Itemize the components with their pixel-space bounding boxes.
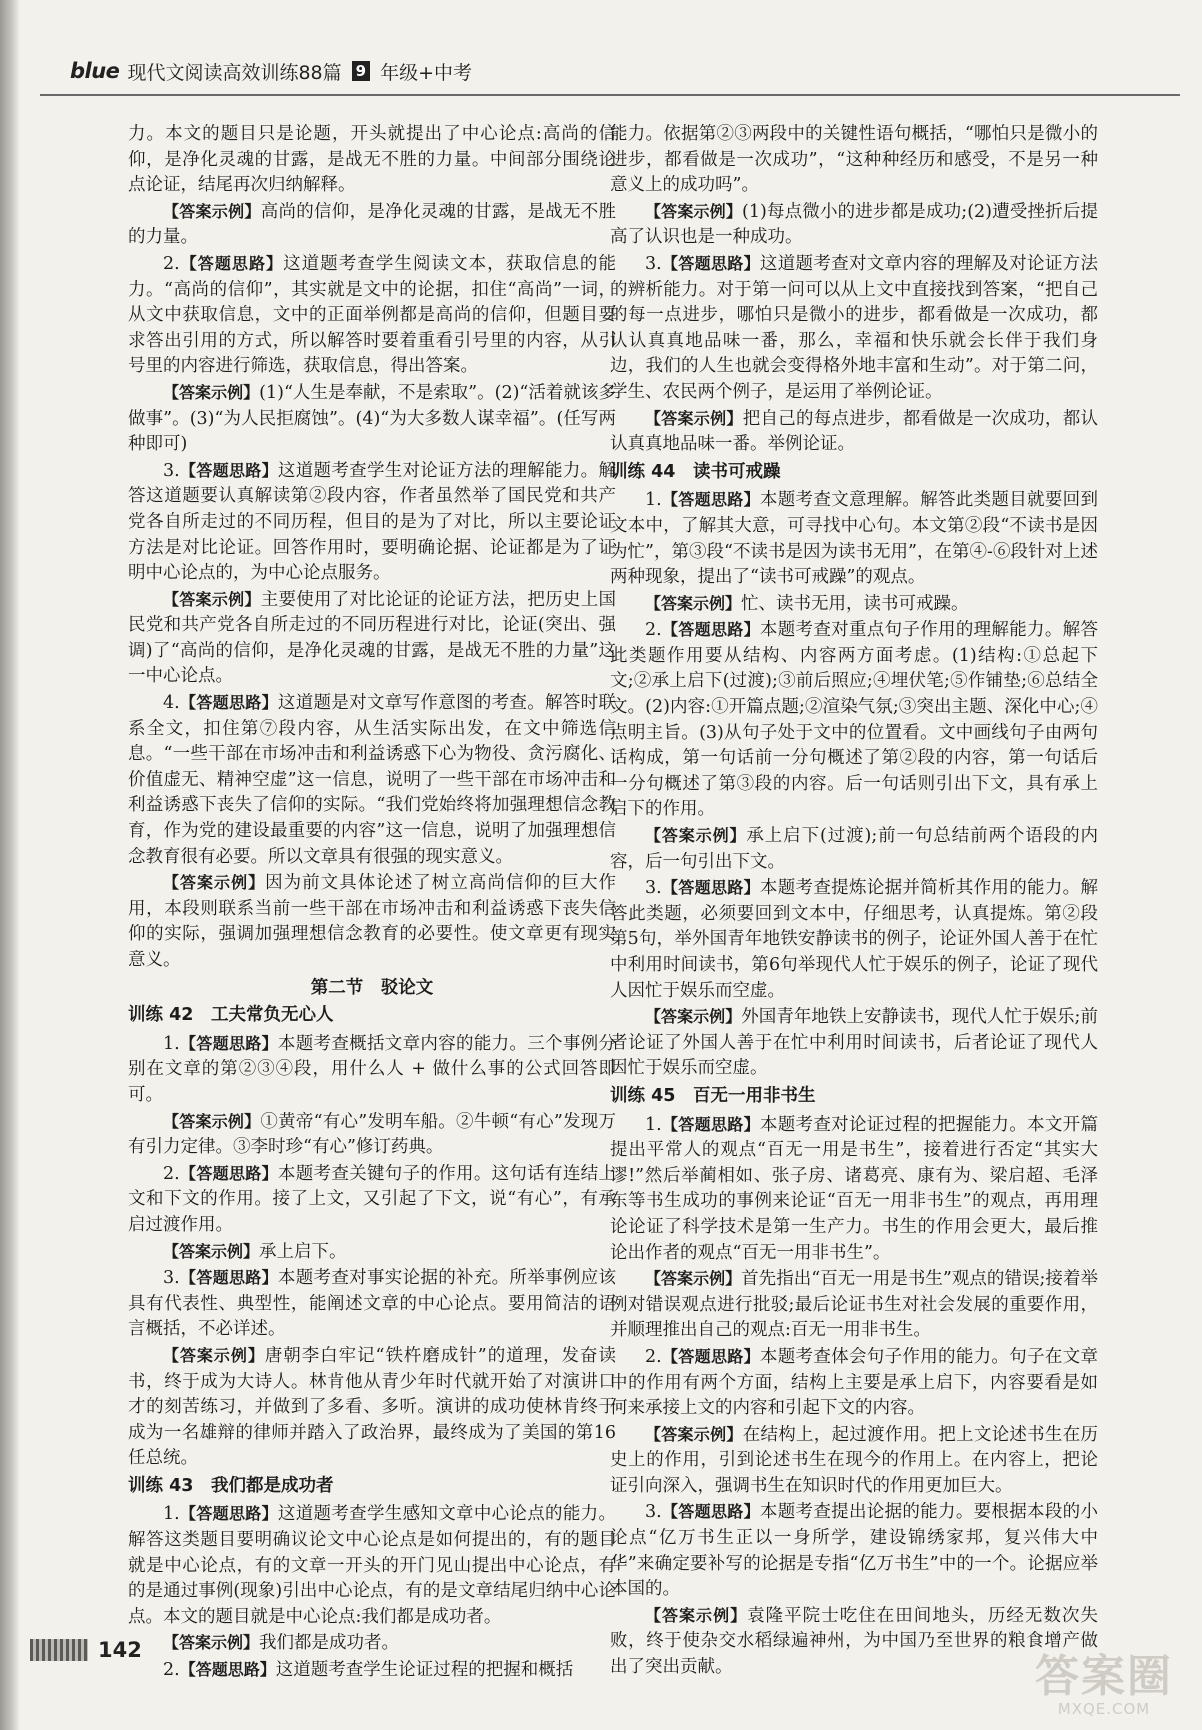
idea-tag: 【答题思路】 (179, 1268, 278, 1288)
book-title: 现代文阅读高效训练88篇 (127, 61, 342, 84)
answer-tag: 【答案示例】 (645, 1605, 748, 1625)
idea-tag: 【答题思路】 (179, 1163, 278, 1183)
paragraph: 力。本文的题目只是论题，开头就提出了中心论点:高尚的信仰，是净化灵魂的甘露，是战无不胜的力量。中间部分围绕论点论证，结尾再次归纳解释。 (128, 124, 616, 196)
answer-tag: 【答案示例】 (163, 1111, 261, 1131)
answer-tag: 【答案示例】 (645, 826, 747, 846)
unit-title-44: 训练 44 读书可戒躁 (610, 461, 781, 482)
watermark-domain: MXQE.COM (1057, 1700, 1151, 1718)
answer-example: 【答案示例】在结构上，起过渡作用。把上文论述书生在历史上的作用，引到论述书生在现今的作用上。在内容上，把论证引向深入，强调书生在知识时代的作用更加巨大。 (610, 1424, 1098, 1496)
question-item: 2.【答题思路】这道题考查学生论证过程的把握和概括 (163, 1660, 574, 1681)
unit-title-45: 训练 45 百无一用非书生 (610, 1085, 816, 1106)
answer-tag: 【答案示例】 (163, 589, 261, 609)
answer-example: 【答案示例】我们都是成功者。 (163, 1633, 400, 1654)
answer-example: 【答案示例】忙、读书无用，读书可戒躁。 (645, 593, 969, 614)
question-item: 3.【答题思路】本题考查提出论据的能力。要根据本段的小论点“亿万书生正以一身所学，建设锦绣家邦，复兴伟大中华”来确定要补写的论据是专指“亿万书生”中的一个。论据应举本国的。 (610, 1502, 1098, 1600)
page-number: 142 (98, 1638, 142, 1662)
question-item: 1.【答题思路】本题考查概括文章内容的能力。三个事例分别在文章的第②③④段，用什么人 + 做什么事的公式回答即可。 (128, 1033, 616, 1105)
answer-example: 【答案示例】首先指出“百无一用是书生”观点的错误;接着举例对错误观点进行批驳;最后论证书生对社会发展的重要作用，并顺理推出自己的观点:百无一用非书生。 (610, 1269, 1098, 1341)
question-item: 2.【答题思路】本题考查对重点句子作用的理解能力。解答此类题作用要从结构、内容两方面考虑。(1)结构:①总起下文;②承上启下(过渡);③前后照应;④埋伏笔;⑤作铺垫;⑥总结全文。(2)内容:①开篇点题;②渲染气氛;③突出主题、深化中心;④点明主旨。(3)从句子处于文中的位置看。文中画线句子由两句话构成，第一句话前一分句概述了第②段的内容，第一句话后一分句概述了第③段的内容。后一句话则引出下文，具有承上启下的作用。 (610, 620, 1098, 820)
answer-example: 【答案示例】承上启下。 (163, 1241, 347, 1262)
grade-badge: 9 (352, 61, 370, 81)
header-divider (40, 94, 1180, 96)
paragraph: 能力。依据第②③两段中的关键性语句概括，“哪怕只是微小的进步，都看做是一次成功”，“这种种经历和感受，不是另一种意义上的成功吗”。 (610, 124, 1098, 196)
left-column (128, 122, 616, 1684)
answer-example: 【答案示例】把自己的每点进步，都看做是一次成功，都认认真真地品味一番。举例论证。 (610, 408, 1098, 455)
question-item: 1.【答题思路】本题考查文意理解。解答此类题目就要回到文本中，了解其大意，可寻找中心句。本文第②段“不读书是因为忙”，第③段“不读书是因为读书无用”，在第④-⑥段针对上述两种现象，提出了“读书可戒躁”的观点。 (610, 490, 1098, 588)
answer-example: 【答案示例】主要使用了对比论证的论证方法，把历史上国民党和共产党各自所走过的不同历程进行对比，论证(突出、强调)了“高尚的信仰，是净化灵魂的甘露，是战无不胜的力量”这一中心论点。 (128, 589, 616, 687)
answer-tag: 【答案示例】 (163, 873, 266, 893)
idea-tag: 【答题思路】 (661, 490, 760, 510)
idea-tag: 【答题思路】 (661, 620, 760, 640)
idea-tag: 【答题思路】 (179, 1033, 278, 1053)
page-footer (30, 1638, 142, 1662)
running-header (70, 58, 472, 84)
question-item: 1.【答题思路】这道题考查学生感知文章中心论点的能力。解答这类题目要明确议论文中心论点是如何提出的，有的题目就是中心论点，有的文章一开头的开门见山提出中心论点，有的是通过事例(现象)引出中心论点，有的是文章结尾归纳中心论点。本文的题目就是中心论点:我们都是成功者。 (128, 1504, 616, 1627)
idea-tag: 【答题思路】 (661, 1502, 760, 1522)
footer-pattern-bar (30, 1639, 88, 1661)
idea-tag: 【答题思路】 (661, 253, 760, 273)
answer-tag: 【答案示例】 (645, 408, 743, 428)
answer-tag: 【答案示例】 (163, 1241, 260, 1261)
answer-tag: 【答案示例】 (163, 1633, 260, 1653)
question-item: 3.【答题思路】本题考查提炼论据并简析其作用的能力。解答此类题，必须要回到文本中，仔细思考，认真提炼。第②段第5句，举外国青年地铁安静读书的例子，论证外国人善于在忙中利用时间读书，第6句举现代人忙于娱乐的例子，论证了现代人因忙于娱乐而空虚。 (610, 878, 1098, 1001)
answer-example: 【答案示例】(1)“人生是奉献，不是索取”。(2)“活着就该多做事”。(3)“为人民拒腐蚀”。(4)“为大多数人谋幸福”。(任写两种即可) (128, 382, 616, 455)
answer-tag: 【答案示例】 (645, 201, 743, 221)
answer-tag: 【答案示例】 (163, 382, 260, 402)
unit-title-43: 训练 43 我们都是成功者 (128, 1475, 334, 1496)
answer-tag: 【答案示例】 (645, 593, 742, 613)
section-title: 第二节 驳论文 (310, 977, 434, 998)
idea-tag: 【答题思路】 (179, 1504, 278, 1524)
site-watermark (1024, 1651, 1184, 1718)
question-item: 3.【答题思路】这道题考查对文章内容的理解及对论证方法的辨析能力。对于第一问可以从上文中直接找到答案，“把自己的每一点进步，哪怕只是微小的进步，都看做是一次成功，都认认真真地品味一番，那么，幸福和快乐就会长伴于我们身边，我们的人生也就会变得格外地丰富和生动”。对于第二问，学生、农民两个例子，是运用了举例论证。 (610, 253, 1098, 402)
answer-example: 【答案示例】外国青年地铁上安静读书，现代人忙于娱乐;前者论证了外国人善于在忙中利用时间读书，后者论证了现代人因忙于娱乐而空虚。 (610, 1007, 1098, 1079)
question-item: 2.【答题思路】本题考查关键句子的作用。这句话有连结上文和下文的作用。接了上文，又引起了下文，说“有心”，有承启过渡作用。 (128, 1163, 616, 1235)
book-subtitle: 年级+中考 (380, 61, 472, 84)
question-item: 2.【答题思路】本题考查体会句子作用的能力。句子在文章中的作用有两个方面，结构上主要是承上启下，内容要看是如何来承接上文的内容和引起下文的内容。 (610, 1346, 1098, 1419)
question-item: 2.【答题思路】这道题考查学生阅读文本，获取信息的能力。“高尚的信仰”，其实就是文中的论据，扣住“高尚”一词，从文中获取信息，文中的正面举例都是高尚的信仰，但题目要求答出引用的方式，所以解答时要着重看引号里的内容，从引号里的内容进行筛选，获取信息，得出答案。 (128, 253, 616, 377)
unit-title-42: 训练 42 工夫常负无心人 (128, 1005, 334, 1026)
question-item: 3.【答题思路】本题考查对事实论据的补充。所举事例应该具有代表性、典型性，能阐述文章的中心论点。要用简洁的语言概括，不必详述。 (128, 1268, 616, 1340)
question-item: 1.【答题思路】本题考查对论证过程的把握能力。本文开篇提出平常人的观点“百无一用是书生”，接着进行否定“其实大谬!”然后举蔺相如、张子房、诸葛亮、康有为、梁启超、毛泽东等书生成功的事例来论证“百无一用非书生”的观点，再用理论论证了科学技术是第一生产力。书生的作用会更大，最后推论出作者的观点“百无一用非书生”。 (610, 1114, 1098, 1263)
answer-example: 【答案示例】因为前文具体论述了树立高尚信仰的巨大作用，本段则联系当前一些干部在市场冲击和利益诱惑下丧失信仰的实际，强调加强理想信念教育的必要性。使文章更有现实意义。 (128, 873, 616, 970)
question-item: 4.【答题思路】这道题是对文章写作意图的考查。解答时联系全文，扣住第⑦段内容，从生活实际出发，在文中筛选信息。“一些干部在市场冲击和利益诱惑下心为物役、贪污腐化、价值虚无、精神空虚”这一信息，说明了一些干部在市场冲击和利益诱惑下丧失了信仰的实际。“我们党始终将加强理想信念教育，作为党的建设最重要的内容”这一信息，说明了加强理想信念教育很有必要。所以文章具有很强的现实意义。 (128, 693, 616, 867)
idea-tag: 【答题思路】 (179, 1660, 276, 1680)
answer-example: 【答案示例】承上启下(过渡);前一句总结前两个语段的内容，后一句引出下文。 (610, 826, 1098, 872)
answer-tag: 【答案示例】 (645, 1424, 743, 1444)
answer-example: 【答案示例】高尚的信仰，是净化灵魂的甘露，是战无不胜的力量。 (128, 201, 616, 248)
right-column (610, 122, 1098, 1681)
answer-tag: 【答案示例】 (645, 1007, 742, 1027)
answer-example: 【答案示例】唐朝李白牢记“铁杵磨成针”的道理，发奋读书，终于成为大诗人。林肯他从青少年时代就开始了对演讲口才的刻苦练习，并做到了多看、多听。演讲的成功使林肯终于成为一名雄辩的律师并踏入了政治界，最终成为了美国的第16任总统。 (128, 1345, 616, 1469)
watermark-logo: 答案圈 (1035, 1651, 1173, 1702)
answer-tag: 【答案示例】 (645, 1269, 742, 1289)
idea-tag: 【答题思路】 (179, 253, 284, 273)
idea-tag: 【答题思路】 (661, 1114, 760, 1134)
answer-example: 【答案示例】①黄帝“有心”发明车船。②牛顿“有心”发现万有引力定律。③李时珍“有心”修订药典。 (128, 1111, 616, 1158)
answer-example: 【答案示例】(1)每点微小的进步都是成功;(2)遭受挫折后提高了认识也是一种成功。 (610, 201, 1098, 248)
answer-tag: 【答案示例】 (163, 1345, 265, 1365)
answer-tag: 【答案示例】 (163, 201, 261, 221)
idea-tag: 【答题思路】 (661, 878, 760, 898)
question-item: 3.【答题思路】这道题考查学生对论证方法的理解能力。解答这道题要认真解读第②段内容，作者虽然举了国民党和共产党各自所走过的不同历程，但目的是为了对比，所以主要论证方法是对比论证。回答作用时，要明确论据、论证都是为了证明中心论点的，为中心论点服务。 (128, 460, 616, 584)
idea-tag: 【答题思路】 (179, 460, 278, 480)
idea-tag: 【答题思路】 (179, 693, 278, 713)
page-binding-shadow (0, 0, 20, 1730)
idea-tag: 【答题思路】 (661, 1346, 760, 1366)
answer-example: 【答案示例】袁隆平院士吃住在田间地头，历经无数次失败，终于使杂交水稻绿遍神州，为中国乃至世界的粮食增产做出了突出贡献。 (610, 1605, 1098, 1678)
brand-logo: blue (70, 59, 120, 83)
